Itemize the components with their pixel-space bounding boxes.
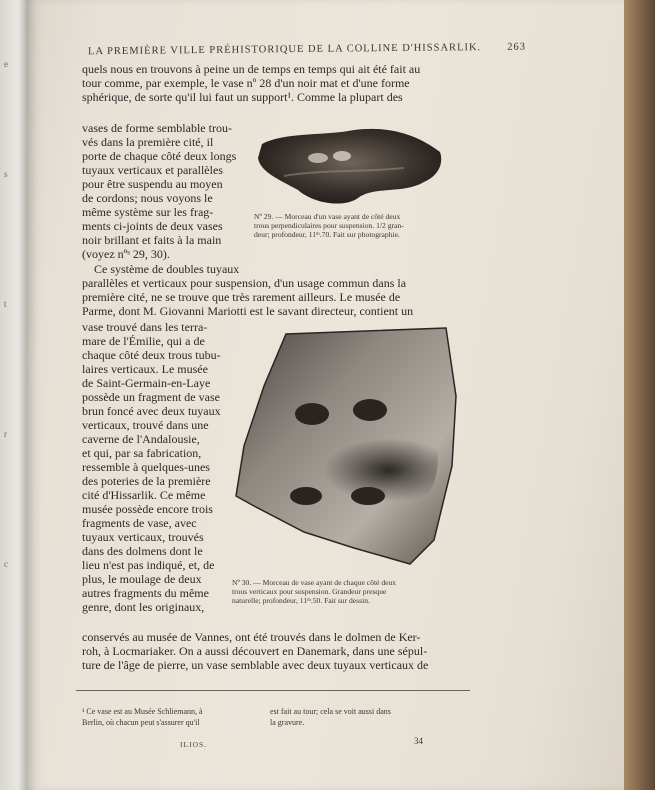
text-line: laires verticaux. Le musée	[82, 362, 208, 376]
text-line: quels nous en trouvons à peine un de temps en temps qui ait été fait au	[82, 62, 421, 76]
figure-30-vase-fragment	[234, 326, 460, 568]
text-line: lieu n'est pas indiqué, et, de	[82, 558, 215, 572]
text-line: fragments de vase, avec	[82, 516, 197, 530]
text-line: sphérique, de sorte qu'il lui faut un support¹. Comme la plupart des	[82, 90, 403, 104]
text-line: autres fragments du même	[82, 586, 209, 600]
text-line: plus, le moulage de deux	[82, 572, 202, 586]
text-line: (voyez nºˢ 29, 30).	[82, 247, 170, 261]
text-line: des poteries de la première	[82, 474, 211, 488]
text-line: dans des dolmens dont le	[82, 544, 203, 558]
text-line: chaque côté deux trous tubu-	[82, 348, 221, 362]
text-line: ture de l'âge de pierre, un vase semblable avec deux tuyaux verticaux de	[82, 658, 429, 672]
running-head	[87, 41, 527, 58]
text-line: Ce système de doubles tuyaux	[94, 262, 240, 276]
text-line: brun foncé avec deux tuyaux	[82, 404, 221, 418]
text-line: vase trouvé dans les terra-	[82, 320, 208, 334]
facing-page-edge: e s t r c	[0, 0, 30, 790]
text-line: et qui, par sa fabrication,	[82, 446, 202, 460]
page-number: 263	[507, 41, 527, 53]
text-line: noir brillant et faits à la main	[82, 233, 222, 247]
signature-mark: ILIOS.	[180, 740, 208, 749]
running-head-title: LA PREMIÈRE VILLE PRÉHISTORIQUE DE LA COLLINE D'HISSARLIK.	[87, 42, 482, 58]
text-line: même système sur les frag-	[82, 205, 214, 219]
figure-29-vase-fragment	[254, 124, 446, 210]
text-line: vés dans la première cité, il	[82, 135, 214, 149]
text-line: cité d'Hissarlik. Ce même	[82, 488, 206, 502]
book-page	[26, 0, 624, 790]
text-line: ments ci-joints de deux vases	[82, 219, 223, 233]
text-line: mare de l'Émilie, qui a de	[82, 334, 205, 348]
text-line: conservés au musée de Vannes, ont été trouvés dans le dolmen de Ker-	[82, 630, 421, 644]
text-line: musée possède encore trois	[82, 502, 213, 516]
text-line: Parme, dont M. Giovanni Mariotti est le savant directeur, contient un	[82, 304, 414, 318]
text-line: tuyaux verticaux, trouvés	[82, 530, 204, 544]
text-line: roh, à Locmariaker. On a aussi découvert en Danemark, dans une sépul-	[82, 644, 428, 658]
sheet-number: 34	[414, 736, 423, 746]
text-line: de cordons; nous voyons le	[82, 191, 213, 205]
text-line: pour être suspendu au moyen	[82, 177, 223, 191]
text-line: porte de chaque côté deux longs	[82, 149, 237, 163]
text-line: vases de forme semblable trou-	[82, 121, 232, 135]
footnote-left: ¹ Ce vase est au Musée Schliemann, à Berlin, où chacun peut s'assurer qu'il	[82, 707, 203, 727]
text-line: ressemble à quelques-unes	[82, 460, 210, 474]
text-line: caverne de l'Andalousie,	[82, 432, 200, 446]
text-line: tuyaux verticaux et parallèles	[82, 163, 223, 177]
text-line: verticaux, trouvé dans une	[82, 418, 209, 432]
figure-30-caption: Nº 30. — Morceau de vase ayant de chaque côté deux trous verticaux pour suspension. Grandeur presque naturelle; profondeur, 11ᵐ.50. Fait sur dessin.	[232, 578, 397, 605]
text-line: possède un fragment de vase	[82, 390, 220, 404]
text-line: de Saint-Germain-en-Laye	[82, 376, 211, 390]
text-line: première cité, ne se trouve que très rarement ailleurs. Le musée de	[82, 290, 401, 304]
text-line: parallèles et verticaux pour suspension, d'un usage commun dans la	[82, 276, 407, 290]
text-line: genre, dont les originaux,	[82, 600, 205, 614]
footnote-rule	[76, 690, 470, 691]
footnote-right: est fait au tour; cela se voit aussi dans la gravure.	[270, 707, 391, 727]
text-line: tour comme, par exemple, le vase nº 28 d'un noir mat et d'une forme	[82, 76, 410, 90]
figure-29-caption: Nº 29. — Morceau d'un vase ayant de côté deux trous perpendiculaires pour suspension. 1/2 gran- deur; profondeur, 11ᵐ.70. Fait sur photographie.	[254, 212, 404, 239]
